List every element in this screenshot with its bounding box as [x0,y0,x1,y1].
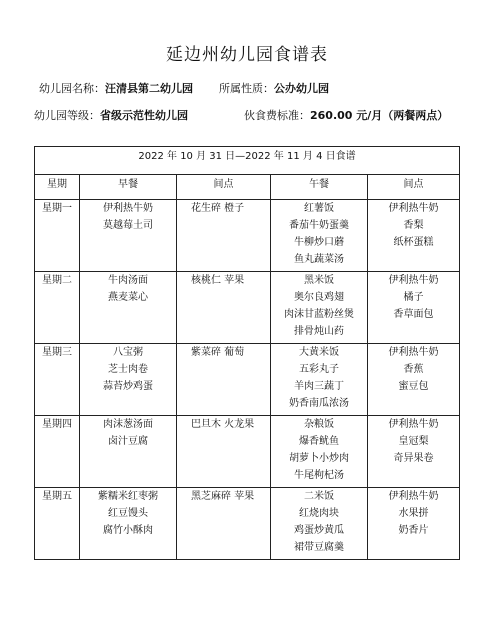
dish-item: 芝士肉卷 [108,364,148,375]
dish-item: 肉沫甘蓝粉丝煲 [284,309,354,320]
dish-item: 奶香南瓜浓汤 [289,398,349,409]
name-label: 幼儿园名称： [39,82,105,95]
snack-am-cell [177,416,271,488]
dish-item: 二米饭 [304,491,334,502]
lunch-cell [271,416,368,488]
day-label: 星期四 [42,419,72,430]
breakfast-cell [80,416,177,488]
dish-item: 红烧肉块 [299,508,339,519]
nature-value: 公办幼儿园 [274,82,329,95]
dish-item: 排骨炖山药 [294,326,344,337]
dish-item: 牛尾枸杞汤 [294,470,344,481]
table-row [35,200,460,272]
dish-item: 裙带豆腐羹 [294,542,344,553]
lunch-cell [271,200,368,272]
dish-item: 香蕉 [403,364,424,375]
dish-item: 香草面包 [393,309,434,320]
dish-item: 伊利热牛奶 [103,203,153,214]
dish-item: 紫糯米红枣粥 [98,491,158,502]
dish-item: 八宝粥 [113,347,143,358]
dish-item: 皇冠梨 [398,436,429,447]
header-snack-am: 间点 [177,175,271,200]
dish-item: 莫越莓土司 [103,220,153,231]
header-day: 星期 [35,175,80,200]
dish-item: 香梨 [403,220,424,231]
dish-item: 伊利热牛奶 [388,491,439,502]
dish-item: 卤汁豆腐 [108,436,148,447]
dish-item: 红豆馒头 [108,508,148,519]
breakfast-cell [80,272,177,344]
day-label: 星期二 [42,275,72,286]
breakfast-cell [80,344,177,416]
breakfast-cell [80,488,177,560]
header-breakfast: 早餐 [80,175,177,200]
date-range: 2022 年 10 月 31 日—2022 年 11 月 4 日食谱 [35,147,460,175]
lunch-cell [271,272,368,344]
dish-item: 黑米饭 [304,275,334,286]
dish-item: 蒜苔炒鸡蛋 [103,381,153,392]
table-row [35,416,460,488]
kindergarten-name [39,80,193,96]
dish-item: 巴旦木 火龙果 [191,419,255,430]
lunch-cell [271,488,368,560]
dish-item: 牛肉汤面 [108,275,148,286]
snack-pm-cell [368,200,460,272]
level-label: 幼儿园等级： [34,109,100,122]
dish-item: 纸杯蛋糕 [393,237,434,248]
kindergarten-level [34,107,188,123]
dish-item: 伊利热牛奶 [388,203,439,214]
dish-item: 花生碎 橙子 [191,203,245,214]
dish-item: 腐竹小酥肉 [103,525,153,536]
dish-item: 五彩丸子 [299,364,339,375]
day-label: 星期五 [42,491,72,502]
dish-item: 伊利热牛奶 [388,275,439,286]
level-value: 省级示范性幼儿园 [100,109,188,122]
kindergarten-nature [219,80,329,96]
day-cell [35,344,80,416]
snack-am-cell [177,344,271,416]
nature-label: 所属性质： [219,82,274,95]
table-row [35,488,460,560]
snack-pm-cell [368,416,460,488]
dish-item: 蜜豆包 [398,381,429,392]
header-lunch: 午餐 [271,175,368,200]
dish-item: 爆香鱿鱼 [299,436,339,447]
meal-fee [244,107,448,123]
day-cell [35,200,80,272]
day-label: 星期三 [42,347,72,358]
table-row [35,344,460,416]
snack-am-cell [177,272,271,344]
dish-item: 红薯饭 [304,203,334,214]
header-row [35,175,460,200]
dish-item: 番茄牛奶蛋羹 [289,220,349,231]
page-title: 延边州幼儿园食谱表 [166,45,328,65]
dish-item: 牛柳炒口蘑 [294,237,344,248]
snack-pm-cell [368,344,460,416]
dish-item: 大黄米饭 [299,347,339,358]
dish-item: 羊肉三蔬丁 [294,381,344,392]
dish-item: 鱼丸蔬菜汤 [294,254,344,265]
dish-item: 奇异果卷 [393,453,434,464]
day-cell [35,272,80,344]
snack-pm-cell [368,272,460,344]
dish-item: 鸡蛋炒黄瓜 [294,525,344,536]
fee-label: 伙食费标准： [244,109,310,122]
breakfast-cell [80,200,177,272]
dish-item: 胡萝卜小炒肉 [289,453,349,464]
snack-am-cell [177,200,271,272]
day-label: 星期一 [42,203,72,214]
dish-item: 橘子 [403,292,424,303]
name-value: 汪清县第二幼儿园 [105,82,193,95]
dish-item: 燕麦菜心 [108,292,148,303]
header-snack-pm: 间点 [368,175,460,200]
snack-pm-cell [368,488,460,560]
dish-item: 肉沫葱汤面 [103,419,153,430]
table-row [35,272,460,344]
dish-item: 黑芝麻碎 苹果 [191,491,255,502]
snack-am-cell [177,488,271,560]
fee-value: 260.00 元/月（两餐两点） [310,109,449,122]
dish-item: 核桃仁 苹果 [191,275,245,286]
dish-item: 奥尔良鸡翅 [294,292,344,303]
day-cell [35,416,80,488]
dish-item: 伊利热牛奶 [388,419,439,430]
dish-item: 奶香片 [398,525,429,536]
dish-item: 紫菜碎 葡萄 [191,347,245,358]
dish-item: 杂粮饭 [304,419,334,430]
lunch-cell [271,344,368,416]
date-range-row [35,147,460,175]
dish-item: 伊利热牛奶 [388,347,439,358]
menu-table [34,146,460,560]
dish-item: 水果拼 [398,508,429,519]
day-cell [35,488,80,560]
